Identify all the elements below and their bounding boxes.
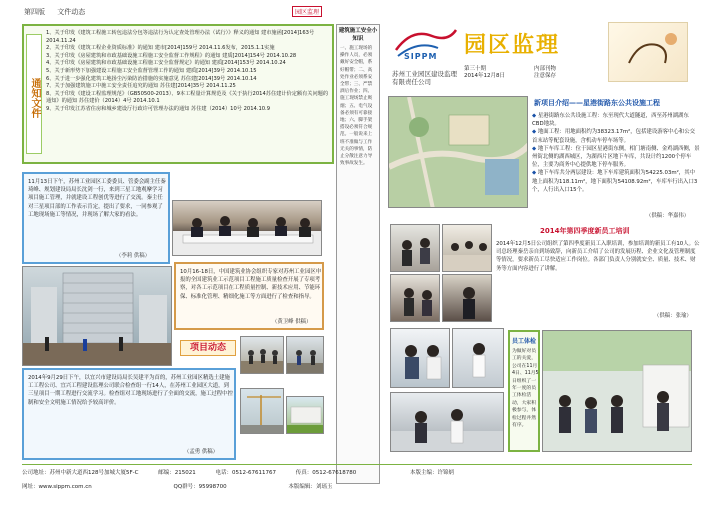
project-intro-title: 新项目介绍——星港街路东公共设施工程: [534, 99, 660, 107]
health-photo-2-art: [453, 329, 504, 388]
section-label: 文件动态: [57, 8, 86, 16]
green-site-photo-art: [287, 397, 324, 434]
tel-label: 电话：: [215, 470, 233, 476]
post-label: 邮编：: [158, 470, 175, 476]
notice-item[interactable]: 1、关于印发《建筑工程施工转包违法分包等违法行为认定查处管理办法（试行）》释义的通知 建市施函[2014]163号 2014.11.24: [46, 30, 315, 44]
site-photo-1: [240, 336, 284, 374]
footer-row-1: [22, 468, 692, 476]
intro-bullet: ◆ 地下车库共分两层建设：地下车库建筑面积为54225.03m²，其中地上面积为118.11m²，地下面积为54108.92m²，车库车行出入口3个，人行出入口15个。: [532, 169, 700, 194]
notice-item[interactable]: 6、关于进一步强化建筑工地扬尘污染防治措施的实施意见 苏住建[2014]39号 2014.10.14: [46, 75, 257, 82]
meeting-photo: [172, 200, 322, 256]
health-photo-1-art: [391, 329, 450, 388]
inspection-text: 10月16-18日，中国建筑业协会组织专家对苏州工业园区申报的全国建筑业工示范项目工程施工质量检查开展了专项考察，对各工示范项目在工程质量控制、新技术应用、节能环保、标准化管理、精细化施工等方面进行了检查和指导。: [180, 269, 322, 300]
issue-number: 第三十期: [464, 66, 487, 72]
training-photo-2: [442, 224, 492, 272]
notice-side-label: [26, 34, 42, 154]
issue-date: 2014年12月8日: [464, 73, 505, 79]
training-title: 2014年第四季度新员工培训: [540, 227, 630, 235]
training-photo-4: [442, 274, 492, 322]
training-photo-4-art: [443, 275, 492, 322]
left-news-text: 11月13日下午，苏州工业园区工委委员、管委会副主任秦琦峰、规划建设局局长沈剑一行，来到三星工地观摩学习项目施工管理，并就建设工程创优等进行了交流。秦主任对三星项目部的工作表示肯定，提出了要求，一同参观了工地现场施工等情况，并现场了解大家的看法。: [28, 179, 166, 218]
site-photo-2-art: [287, 337, 324, 374]
issue-label: 第四版: [24, 8, 45, 16]
training-photo-3-art: [391, 275, 440, 322]
masthead-issue-info: [464, 66, 505, 80]
calligraphy-art: [608, 22, 688, 82]
green-site-photo: [286, 396, 324, 434]
qq-value: 95998700: [198, 484, 227, 490]
health-photo-1: [390, 328, 450, 388]
layout-label: 本版编辑：: [288, 484, 316, 490]
project-intro-credit: （供稿：华嘉伟）: [646, 213, 690, 219]
project-intro-bullets: [532, 112, 700, 194]
safety-tips-text: 一、施工现场的操作人员，必须戴好安全帽，系好帽带；二、高处作业必须系安全带；三、严禁酒后作业；四、施工现场禁止吸烟；五、电气设备必须有可靠接地；六、脚手架搭设必须符合规范。一般说来上班不准做与工作无关的事情，防止分散注意力导致事故发生。: [340, 46, 373, 167]
address-label: 公司地址：: [22, 470, 50, 476]
notice-item[interactable]: 9、关于印发江苏省住房和城乡建设厅行政许可管理办法的通知 苏住建（2014）10号 2014.10.9: [46, 105, 270, 112]
notice-box: [22, 24, 334, 164]
internal-tag: 内部刊物: [534, 66, 557, 72]
site-link[interactable]: www.sippm.com.cn: [38, 484, 92, 490]
masthead-title: 园区监理: [464, 32, 561, 58]
health-check-frame: [508, 330, 540, 452]
intro-bullet: ◆ 地面工程：用地面积约为38323.17m²，包括建设游客中心和公交首末站等配套设施，含机动车停车场等。: [532, 128, 700, 144]
project-news-title: 项目动态: [180, 340, 236, 356]
left-news-credit: （李莉 供稿）: [116, 253, 151, 259]
training-credit: （供稿：张瑜）: [654, 313, 692, 319]
logo-text: SIPPM: [404, 52, 438, 61]
company-name: 苏州工业园区建设监理有限责任公司: [392, 70, 457, 86]
notice-side-text: 通知文件: [29, 78, 40, 118]
training-photo-2-art: [443, 225, 492, 272]
crane-photo-art: [241, 389, 284, 434]
project-news-credit: （孟勇 供稿）: [184, 449, 219, 455]
intro-bullet: ◆ 星港街路东公共设施工程：东至现代大道隧道，西至苏州湖湖东CBD地块。: [532, 112, 700, 128]
notice-item[interactable]: 2、关于印发《建筑工程企业资质标准》的通知 建市[2014]159号 2014.11.6发布，2015.1.1实施: [46, 45, 275, 52]
project-news-text: 2014年9月29日下午，以宜兴市建设局局长吴建平为首的，苏州工业园区精选土建施工工程公司、宜兴工程建设监理公司联合检查组一行14人，在苏州工业园区大道，到三星项目一期工程进行交流学习。检查组对工地现场进行了全面的交流，施工过程中控制和安全文明施工情况给予较高评价。: [28, 375, 233, 406]
left-news-frame: [22, 172, 170, 264]
building-photo: [22, 266, 172, 366]
qq-label: QQ群号：: [173, 484, 199, 490]
tel-value: 0512-67611767: [232, 470, 277, 476]
inspection-credit: （黄卫峰 供稿）: [272, 319, 312, 325]
health-check-title: 员工体检: [512, 338, 537, 345]
layout-value: 刘瑶玉: [315, 484, 333, 490]
editor-label: 本版主编：: [410, 470, 438, 476]
training-photo-1-art: [391, 225, 440, 272]
aerial-map-art: [389, 97, 528, 208]
post-value: 215021: [174, 470, 196, 476]
training-text: 2014年12月5日公司组织了第四季度新员工入职培训，参加培训的新员工有10人。公司总经理秦岳亲自到场致辞，向新员工介绍了公司的发展历程、企业文化及管理制度等情况，要求新员工尽快适应工作岗位。各部门负责人分别就安全、质量、技术、财务等方面内容进行了讲解。: [496, 241, 700, 272]
keep-tag: 注意保存: [534, 73, 557, 79]
site-label: 网址：: [22, 484, 39, 490]
crane-photo: [240, 388, 284, 434]
address-value: 苏州中新大道西128号加城大厦5F-C: [49, 470, 139, 476]
notice-item[interactable]: 4、关于印发《房屋建筑和市政基础设施工程施工安全监督规定》的通知 建质[2014]153号 2014.10.24: [46, 60, 286, 67]
fax-value: 0512-67618780: [312, 470, 357, 476]
project-news-frame: [22, 368, 236, 460]
footer-row-2: [22, 482, 692, 490]
notice-item[interactable]: 5、关于新形势下加强建设工程施工安全监督管理工作的通知 建质[2014]39号 2014.10.15: [46, 67, 257, 74]
ink-brush-icon: [609, 23, 689, 83]
intro-bullet: ◆ 地下车库工程：位于园区星港街东侧，相门塘南侧、金鸡湖西侧，景州街北侧的湖西城区，为湖西片区地下车库，共设计约1200个停车位，主要为商务中心提供地下停车服务。: [532, 145, 700, 170]
masthead-tags: [534, 66, 556, 80]
health-hall-photo: [542, 330, 692, 452]
page-footer: [22, 464, 692, 500]
notice-item[interactable]: 8、关于印发《建设工程监理规范》（GB50500-2013）、9本工程量计算规范及《关于执行2014苏住建计价定额有关问题的通知》的通知 苏住建价（2014）4号 2014.10.1: [46, 90, 329, 105]
notice-item[interactable]: 7、关于加强建筑施工中施工安全责任追究的通知 苏住建[2014]35号 2014.11.25: [46, 83, 236, 90]
fax-label: 传真：: [295, 470, 313, 476]
page-header: [24, 7, 95, 17]
editor-value: 许锦炳: [437, 470, 455, 476]
safety-tips-column: [336, 24, 380, 484]
header-stamp: 园区监理: [292, 6, 322, 17]
health-photo-2: [452, 328, 504, 388]
aerial-map-photo: [388, 96, 528, 208]
training-photo-3: [390, 274, 440, 322]
safety-tips-title: 建筑施工安全小知识: [338, 28, 378, 42]
building-photo-art: [23, 267, 172, 366]
health-photo-3-art: [391, 393, 504, 452]
health-photo-3: [390, 392, 504, 452]
site-photo-2: [286, 336, 324, 374]
site-photo-1-art: [241, 337, 284, 374]
notice-item[interactable]: 3、关于印发《房屋建筑和市政基础设施工程施工安全监督工作规程》的通知 建质[2014]154号 2014.10.28: [46, 52, 297, 59]
health-hall-art: [543, 331, 692, 452]
meeting-photo-art: [173, 201, 322, 256]
training-photo-1: [390, 224, 440, 272]
inspection-frame: [174, 262, 324, 330]
health-check-text: 为做好对员工的关爱，公司在11月4日、11月5日组织了一年一度的员工体检活动，大家积极参与，体检过程井然有序。: [512, 349, 539, 429]
notice-list: [46, 30, 332, 114]
